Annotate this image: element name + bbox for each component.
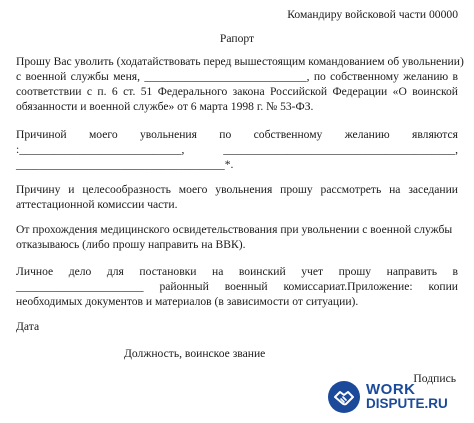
watermark-line-1: WORK (366, 381, 416, 398)
date-label: Дата (16, 320, 40, 333)
addressee: Командиру войсковой части 00000 (287, 8, 458, 21)
position-label: Должность, воинское звание (124, 347, 266, 360)
paragraph-1-line-4: обязанности и военной службе» от 6 марта 1998 г. № 53-ФЗ. (16, 100, 314, 113)
paragraph-4-line-1: От прохождения медицинского освидетельствования при увольнении с военной службы (16, 223, 453, 236)
paragraph-2-line-2: :____________________________, ________________________________________, (16, 143, 458, 156)
watermark-line-2: DISPUTE.RU (366, 396, 448, 411)
paragraph-4-line-2: отказываюсь (либо прошу направить на ВВК). (16, 238, 246, 251)
watermark-text (366, 383, 448, 411)
watermark-logo (328, 379, 462, 415)
paragraph-2-line-3: ____________________________________*. (16, 158, 234, 171)
document-title: Рапорт (219, 32, 255, 45)
signature-label: Подпись (413, 372, 456, 385)
paragraph-3-line-1: Причину и целесообразность моего увольнения прошу рассмотреть на заседании (16, 183, 458, 196)
paragraph-2-line-1: Причиной моего увольнения по собственному желанию являются (16, 128, 458, 141)
paragraph-1-line-3: соответствии с п. 6 ст. 51 Федерального закона Российской Федерации «О воинской (16, 85, 458, 98)
paragraph-1-line-1: Прошу Вас уволить (ходатайствовать перед вышестоящим командованием об увольнении) (16, 55, 464, 68)
paragraph-5-line-2: ______________________ районный военный комиссариат.Приложение: копии (16, 280, 458, 293)
paragraph-1-line-2: с военной службы меня, ____________________________, по собственному желанию в (16, 70, 458, 83)
paragraph-5-line-1: Личное дело для постановки на воинский учет прошу направить в (16, 265, 458, 278)
paragraph-5-line-3: необходимых документов и материалов (в зависимости от ситуации). (16, 295, 359, 308)
paragraph-3-line-2: аттестационной комиссии части. (16, 198, 178, 211)
handshake-icon (328, 381, 360, 413)
